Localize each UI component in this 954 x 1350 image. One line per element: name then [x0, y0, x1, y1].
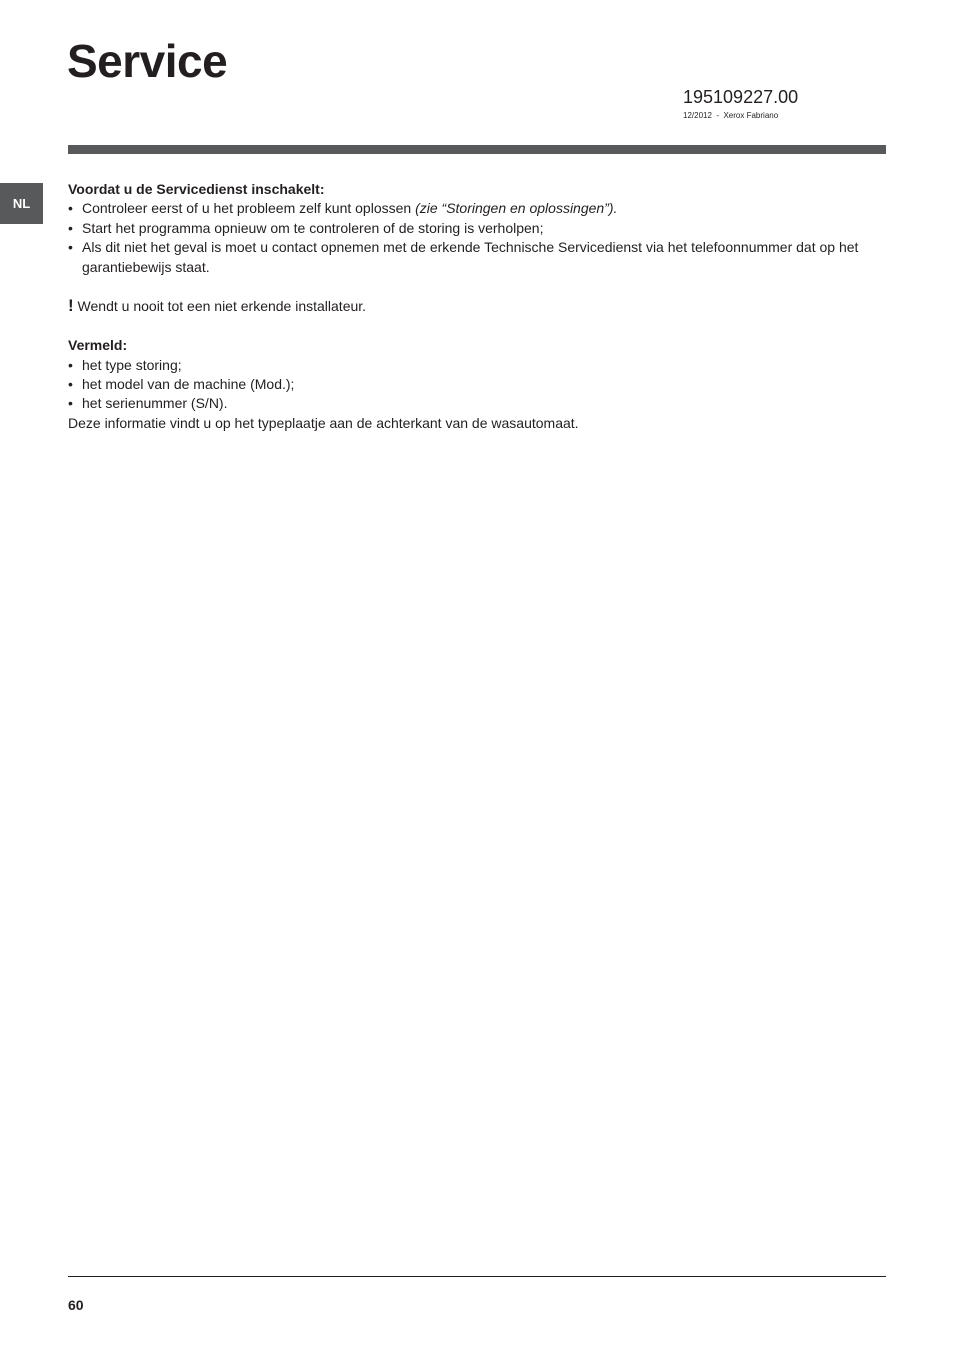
document-number: 195109227.00: [683, 87, 799, 107]
list-item: [68, 219, 886, 238]
list-item-text: het serienummer (S/N).: [82, 395, 228, 412]
bullet-icon: •: [68, 219, 73, 236]
list-item-text: Controleer eerst of u het probleem zelf kunt oplossen: [82, 200, 416, 217]
cross-reference: (zie “Storingen en oplossingen”).: [415, 200, 618, 217]
list-item: [68, 375, 886, 394]
bullet-icon: •: [68, 200, 73, 217]
bullet-icon: •: [68, 395, 73, 412]
list-item-text: Als dit niet het geval is moet u contact opnemen met de erkende Technische Servicedienst via het telefoonnummer dat op het garantiebewijs staat.: [82, 239, 859, 275]
header-divider-bar: [68, 145, 886, 154]
page-number: 60: [68, 1297, 84, 1313]
bullet-icon: •: [68, 356, 73, 373]
bullet-icon: •: [68, 239, 73, 256]
list-item: [68, 238, 886, 277]
list-item-text: het model van de machine (Mod.);: [82, 376, 295, 393]
bullet-icon: •: [68, 376, 73, 393]
list-item: [68, 394, 886, 413]
list-item: [68, 199, 886, 218]
section-heading-before-service: Voordat u de Servicedienst inschakelt:: [68, 181, 325, 197]
list-item: [68, 356, 886, 375]
main-content: [68, 180, 886, 433]
warning-icon: !: [68, 296, 74, 316]
info-note: Deze informatie vindt u op het typeplaatje aan de achterkant van de wasautomaat.: [68, 414, 579, 431]
warning-note: [68, 296, 886, 316]
list-item-text: Start het programma opnieuw om te controleren of de storing is verholpen;: [82, 219, 544, 236]
language-tab: NL: [0, 183, 43, 224]
document-meta: 12/2012 - Xerox Fabriano: [683, 111, 779, 120]
list-item-text: het type storing;: [82, 356, 182, 373]
page-title: Service: [67, 35, 228, 87]
footer-divider: [68, 1276, 886, 1277]
section-heading-mention: Vermeld:: [68, 337, 128, 354]
warning-text: Wendt u nooit tot een niet erkende installateur.: [73, 298, 367, 315]
